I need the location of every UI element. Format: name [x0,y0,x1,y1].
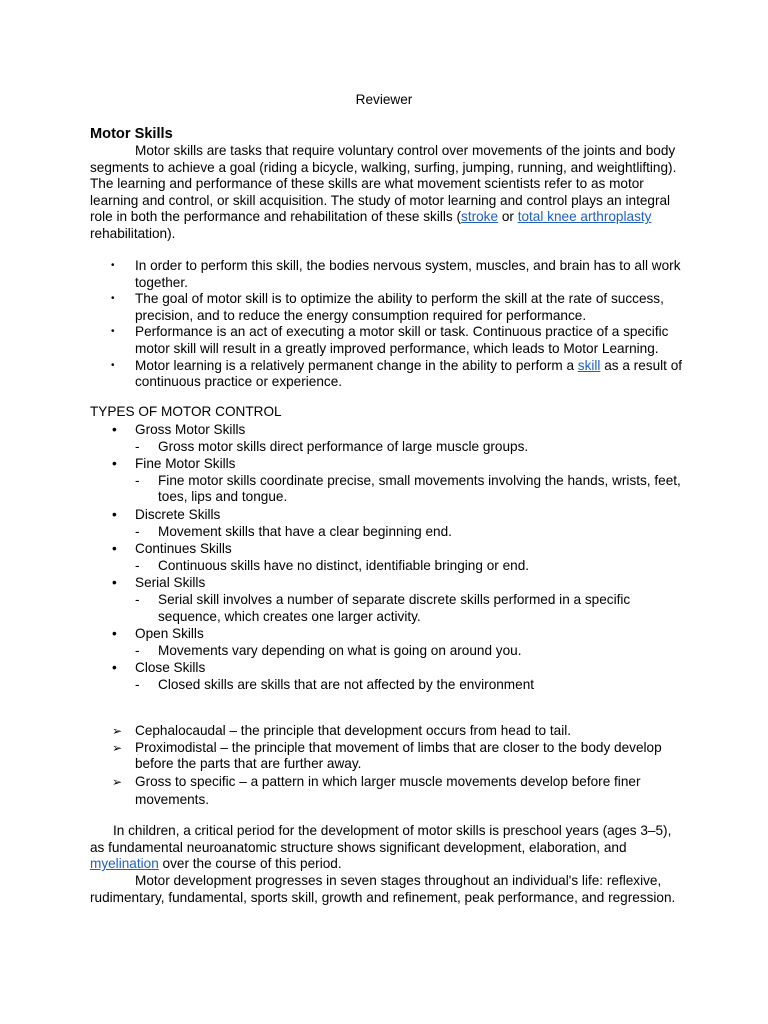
closing-text-2: over the course of this period. [158,856,342,872]
bullet-text: Performance is an act of executing a motor skill or task. Continuous practice of a specific motor skill will result in a greatly improved performance, which leads to Motor Learning. [135,324,669,356]
section-heading: Motor Skills [90,126,173,142]
list-item [90,575,688,625]
dash-icon: - [135,676,140,692]
intro-text-3: rehabilitation). [90,225,176,241]
closing-paragraph-1 [90,823,680,873]
type-description-text: Gross motor skills direct performance of large muscle groups. [158,438,529,454]
bullet-icon: • [112,506,117,522]
dash-icon: - [135,591,140,607]
bullet-text: In order to perform this skill, the bodies nervous system, muscles, and brain has to all work together. [135,258,681,290]
type-name: Fine Motor Skills [135,456,236,472]
bullet-icon: • [112,541,117,557]
principle-text: Cephalocaudal – the principle that development occurs from head to tail. [135,723,572,738]
type-description-text: Movement skills that have a clear beginning end. [158,523,452,539]
type-description [135,677,688,694]
bullet-text-2: as a result of continuous practice or experience. [135,357,683,390]
list-item [90,541,688,574]
principle-text: Proximodistal – the principle that movement of limbs that are closer to the body develop before the parts that are further away. [135,739,662,772]
list-item [90,740,688,773]
type-name: Discrete Skills [135,506,221,522]
list-item [90,358,688,391]
type-description [135,592,688,625]
arrow-bullet-icon: ➢ [112,740,123,755]
type-description [135,558,688,575]
list-item [90,723,688,740]
list-item [90,507,688,540]
type-description [135,643,688,660]
bullet-icon: • [112,575,117,591]
type-description [135,439,688,456]
type-description-text: Fine motor skills coordinate precise, small movements involving the hands, wrists, feet, toes, lips and tongue. [158,472,681,505]
bullet-icon: • [111,260,115,271]
total-knee-arthroplasty-link[interactable]: total knee arthroplasty [517,209,652,225]
dash-icon: - [135,557,140,573]
dash-icon: - [135,642,140,658]
type-description-text: Movements vary depending on what is going on around you. [158,642,522,658]
type-name: Continues Skills [135,541,232,557]
list-item [90,773,688,810]
closing-text-1: In children, a critical period for the development of motor skills is preschool years (ages 3–5), as fundamental neuroanatomic structure shows significant development, elaboration, and [90,823,672,855]
stroke-link[interactable]: stroke [461,209,499,225]
bullet-text-1: Motor learning is a relatively permanent change in the ability to perform a [135,357,578,373]
development-principles-list [90,723,688,810]
type-name: Serial Skills [135,575,206,591]
type-description [135,524,688,541]
type-name: Close Skills [135,660,206,676]
bullet-icon: • [112,626,117,642]
list-item [90,422,688,455]
bullet-icon: • [111,326,115,338]
list-item [90,324,688,357]
list-item [90,660,688,693]
types-heading: TYPES OF MOTOR CONTROL [90,404,282,419]
closing-paragraph-2: Motor development progresses in seven stages throughout an individual's life: reflexive, rudimentary, fundamental, sports skill, growth and refinement, peak performance, and regression. [90,873,676,905]
type-description [135,473,688,506]
list-item [90,291,688,324]
list-item [90,258,688,291]
intro-paragraph [90,143,688,243]
bullet-icon: • [112,422,117,437]
bullet-icon: • [112,660,117,676]
arrow-bullet-icon: ➢ [112,774,123,789]
type-name: Open Skills [135,626,204,642]
bullet-icon: • [112,456,117,472]
bullet-text: The goal of motor skill is to optimize the ability to perform the skill at the rate of success, precision, and to reduce the energy consumption required for performance. [135,291,664,323]
intro-text-1: Motor skills are tasks that require voluntary control over movements of the joints and body segments to achieve a goal (riding a bicycle, walking, surfing, jumping, running, and weightlifting). The learning and performance of these skills are what movement scientists refer to as motor learning and control, or skill acquisition. The study of motor learning and control plays an integral role in both the performance and rehabilitation of these skills ( [90,143,677,225]
type-description-text: Closed skills are skills that are not affected by the environment [158,676,535,692]
dash-icon: - [135,523,140,539]
type-description-text: Continuous skills have no distinct, identifiable bringing or end. [158,557,530,573]
document-title: Reviewer [355,92,413,107]
list-item [90,626,688,659]
bullet-icon: • [111,293,115,305]
type-description-text: Serial skill involves a number of separate discrete skills performed in a specific sequence, which creates one larger activity. [158,591,631,624]
dash-icon: - [135,438,140,454]
myelination-link[interactable]: myelination [90,856,159,872]
list-item [90,456,688,506]
principle-text: Gross to specific – a pattern in which larger muscle movements develop before finer movements. [135,773,641,808]
arrow-bullet-icon: ➢ [112,724,123,738]
motor-control-types-list [90,422,688,695]
skill-link[interactable]: skill [577,357,601,373]
intro-text-2: or [498,209,518,225]
dash-icon: - [135,472,140,488]
bullet-icon: • [111,359,115,371]
motor-skill-bullets [90,258,688,391]
type-name: Gross Motor Skills [135,422,246,437]
